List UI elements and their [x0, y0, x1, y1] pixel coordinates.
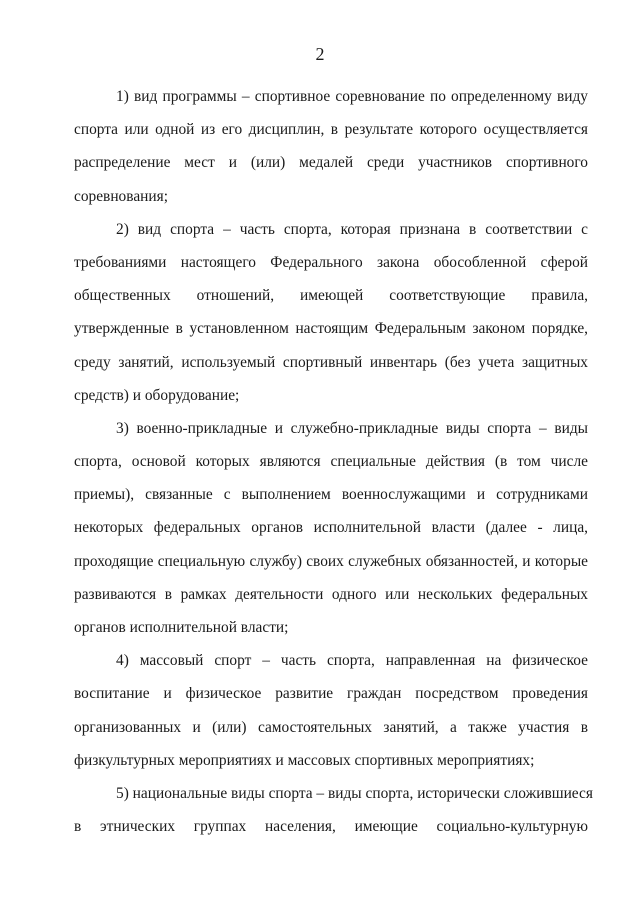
paragraph-line: распределение мест и (или) медалей среди участников спортивного: [74, 154, 588, 172]
paragraph-line: организованных и (или) самостоятельных занятий, а также участия в: [74, 718, 588, 736]
paragraph-line: развиваются в рамках деятельности одного или нескольких федеральных: [74, 585, 588, 603]
paragraph-line: физкультурных мероприятиях и массовых спортивных мероприятиях;: [74, 751, 535, 769]
paragraph-line: 4) массовый спорт – часть спорта, направленная на физическое: [116, 652, 588, 670]
paragraph-line: соревнования;: [74, 187, 168, 205]
document-body: [74, 80, 593, 843]
paragraph-line: среду занятий, используемый спортивный инвентарь (без учета защитных: [74, 353, 588, 371]
paragraph-line: 5) национальные виды спорта – виды спорта, исторически сложившиеся: [116, 784, 593, 802]
paragraph-line: утвержденные в установленном настоящим Федеральным законом порядке,: [74, 320, 588, 338]
paragraph-line: проходящие специальную службу) своих служебных обязанностей, и которые: [74, 552, 588, 570]
paragraph-line: общественных отношений, имеющей соответствующие правила,: [74, 287, 588, 305]
paragraph-4: [74, 644, 588, 777]
page-number: 2: [315, 44, 325, 64]
paragraph-5: [74, 777, 593, 843]
paragraph-2: [74, 213, 588, 412]
paragraph-line: средств) и оборудование;: [74, 386, 240, 404]
paragraph-line: спорта или одной из его дисциплин, в результате которого осуществляется: [74, 121, 588, 139]
paragraph-line: требованиями настоящего Федерального закона обособленной сферой: [74, 253, 588, 271]
paragraph-line: воспитание и физическое развитие граждан посредством проведения: [74, 685, 588, 703]
paragraph-line: органов исполнительной власти;: [74, 619, 289, 636]
paragraph-line: 2) вид спорта – часть спорта, которая признана в соответствии с: [116, 220, 588, 238]
paragraph-1: [74, 80, 588, 213]
paragraph-line: приемы), связанные с выполнением военнослужащими и сотрудниками: [74, 486, 588, 504]
paragraph-3: [74, 412, 588, 644]
paragraph-line: в этнических группах населения, имеющие социально-культурную: [74, 818, 588, 836]
paragraph-line: 3) военно-прикладные и служебно-прикладные виды спорта – виды: [116, 419, 588, 437]
paragraph-line: спорта, основой которых являются специальные действия (в том числе: [74, 453, 588, 471]
paragraph-line: некоторых федеральных органов исполнительной власти (далее - лица,: [74, 519, 588, 537]
paragraph-line: 1) вид программы – спортивное соревнование по определенному виду: [116, 88, 588, 105]
